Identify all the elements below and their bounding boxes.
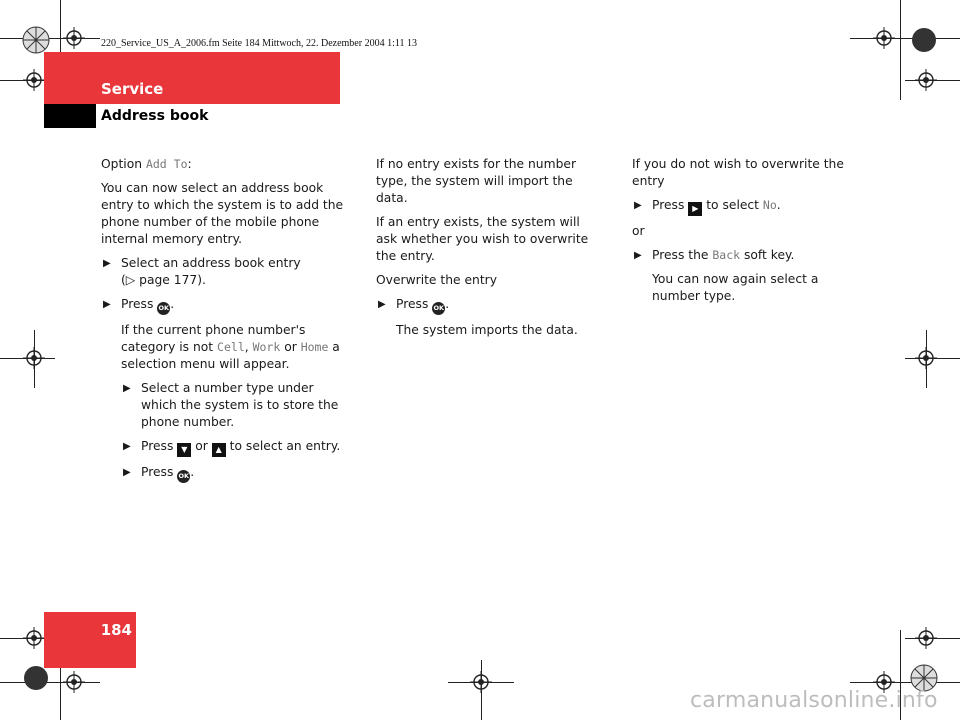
bullet-triangle-icon: ▶ [378, 299, 386, 310]
or-separator: or [632, 224, 645, 238]
option-code: Add To [145, 157, 188, 171]
color-target-icon [912, 28, 936, 52]
registration-mark-icon [23, 347, 45, 369]
step-press-ok: ▶ Press OK. [101, 296, 346, 315]
ok-button-icon: OK [157, 302, 170, 315]
subsection-tab [44, 104, 96, 128]
option-line: Option Add To: [101, 157, 192, 171]
no-entry-paragraph: If no entry exists for the number type, the system will import the data. [376, 157, 576, 205]
registration-mark-icon [63, 27, 85, 49]
intro-paragraph: You can now select an address book entry to which the system is to add the phone number of the mobile phone internal memory entry. [101, 181, 344, 246]
registration-mark-icon [63, 671, 85, 693]
crop-line [0, 682, 100, 683]
step-press-ok: ▶ Press OK. [376, 296, 601, 315]
step-select-no: ▶ Press ▶ to select No. [632, 197, 867, 216]
substep-select-type: ▶ Select a number type under which the system is to store the phone number. [123, 381, 339, 429]
arrow-up-icon: ▲ [212, 443, 226, 457]
ok-button-icon: OK [432, 302, 445, 315]
registration-mark-icon [23, 627, 45, 649]
result-paragraph: The system imports the data. [396, 323, 578, 337]
registration-mark-icon [915, 69, 937, 91]
bullet-triangle-icon: ▶ [103, 299, 111, 310]
arrow-right-icon: ▶ [688, 202, 702, 216]
overwrite-heading: Overwrite the entry [376, 273, 498, 287]
registration-mark-icon [23, 69, 45, 91]
column-3 [632, 156, 867, 312]
bullet-triangle-icon: ▶ [123, 441, 131, 452]
bullet-triangle-icon: ▶ [634, 200, 642, 211]
arrow-down-icon: ▼ [177, 443, 191, 457]
bullet-triangle-icon: ▶ [634, 250, 642, 261]
step-back-softkey: ▶ Press the Back soft key. [634, 248, 795, 262]
crop-line [0, 38, 100, 39]
column-2 [376, 156, 601, 346]
watermark: carmanualsonline.info [690, 688, 938, 713]
bullet-triangle-icon: ▶ [123, 383, 131, 394]
bullet-triangle-icon: ▶ [123, 467, 131, 478]
result-paragraph: You can now again select a number type. [652, 272, 819, 303]
bullet-triangle-icon: ▶ [103, 258, 111, 269]
section-header-band [44, 52, 340, 104]
step-select-entry: ▶ Select an address book entry (▷ page 177). [103, 256, 301, 287]
column-1 [101, 156, 346, 490]
color-target-icon [24, 666, 48, 690]
file-stamp: 220_Service_US_A_2006.fm Seite 184 Mittwoch, 22. Dezember 2004 1:11 13 [101, 38, 417, 49]
substep-press-ok: ▶ Press OK. [121, 464, 346, 483]
page-number: 184 [100, 621, 132, 639]
crop-line [900, 0, 901, 100]
registration-mark-icon [915, 627, 937, 649]
registration-mark-icon [873, 27, 895, 49]
crop-line [850, 38, 960, 39]
registration-mark-icon [915, 347, 937, 369]
page-reference: (▷ page 177). [121, 273, 206, 287]
registration-mark-icon [470, 671, 492, 693]
page-number-box [44, 612, 136, 668]
no-overwrite-paragraph: If you do not wish to overwrite the entry [632, 157, 844, 188]
entry-exists-paragraph: If an entry exists, the system will ask whether you wish to overwrite the entry. [376, 215, 589, 263]
subsection-title: Address book [101, 108, 209, 124]
color-target-icon [22, 26, 50, 54]
crop-line [850, 682, 960, 683]
condition-paragraph: If the current phone number's category is not Cell, Work or Home a selection menu will appear. [121, 323, 340, 371]
substep-press-arrows: ▶ Press ▼ or ▲ to select an entry. [121, 438, 346, 457]
ok-button-icon: OK [177, 470, 190, 483]
section-title: Service [101, 80, 164, 98]
